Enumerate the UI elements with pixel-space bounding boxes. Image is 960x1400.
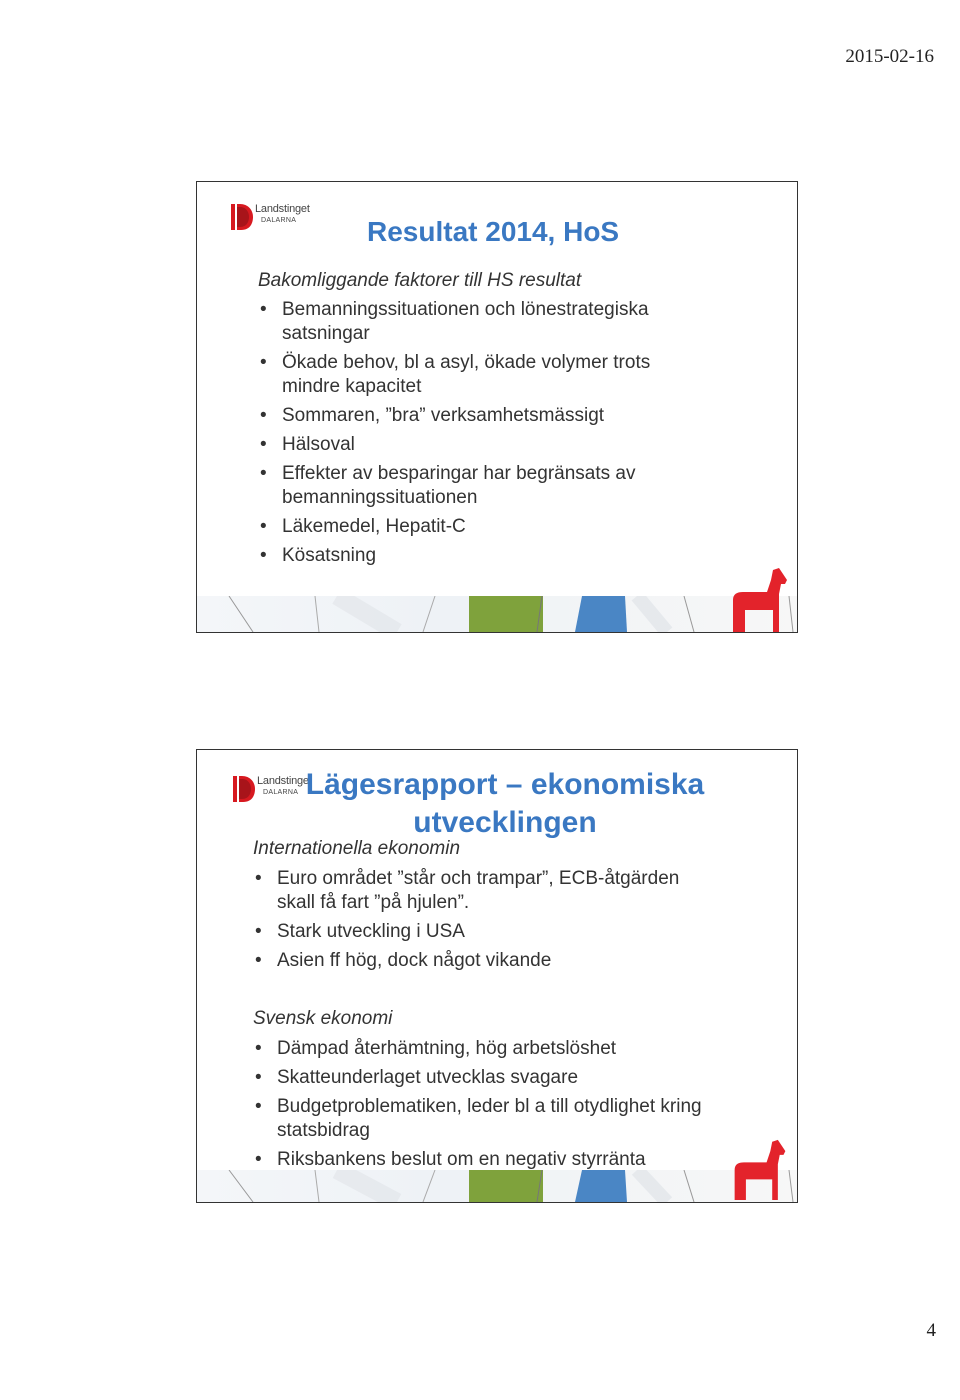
bullet-list [253,867,713,978]
landstinget-logo-mark-icon [231,204,253,230]
decorative-footer-band [197,1170,797,1202]
list-item: • Läkemedel, Hepatit-C [258,515,688,539]
list-item: • Skatteunderlaget utvecklas svagare [253,1066,733,1090]
list-item: • Ökade behov, bl a asyl, ökade volymer trots mindre kapacitet [258,351,688,399]
dala-horse-icon [729,1138,791,1200]
list-item: • Sommaren, ”bra” verksamhetsmässigt [258,404,688,428]
list-item: • Dämpad återhämtning, hög arbetslöshet [253,1037,733,1061]
logo-name: Landstinget [257,775,312,787]
bullet-list [258,298,688,573]
logo-region: DALARNA [263,789,299,796]
section-heading: Svensk ekonomi [253,1008,393,1029]
page-date: 2015-02-16 [845,46,934,67]
section-heading: Bakomliggande faktorer till HS resultat [258,270,582,291]
bullet-list [253,1037,733,1177]
list-item: • Effekter av besparingar har begränsats av bemanningssituationen [258,462,688,510]
list-item: • Kösatsning [258,544,688,568]
list-item: • Stark utveckling i USA [253,920,713,944]
slide-title: Resultat 2014, HoS [367,216,620,247]
list-item: • Hälsoval [258,433,688,457]
page-number: 4 [926,1320,936,1341]
dala-horse-icon [729,566,791,632]
list-item: • Euro området ”står och trampar”, ECB-åtgärden skall få fart ”på hjulen”. [253,867,713,915]
section-heading: Internationella ekonomin [253,838,461,859]
list-item: • Asien ff hög, dock något vikande [253,949,713,973]
slide-resultat [196,181,798,633]
slide-title: Lägesrapport – ekonomiska utvecklingen [305,768,705,839]
list-item: • Bemanningssituationen och lönestrategiska satsningar [258,298,688,346]
list-item: • Budgetproblematiken, leder bl a till otydlighet kring statsbidrag [253,1095,733,1143]
logo-region: DALARNA [261,217,297,224]
logo-name: Landstinget [255,203,310,215]
slide-lagesrapport [196,749,798,1203]
list-item: • Riksbankens beslut om en negativ styrränta [253,1148,733,1172]
decorative-footer-band [197,596,797,632]
landstinget-logo [231,204,310,230]
